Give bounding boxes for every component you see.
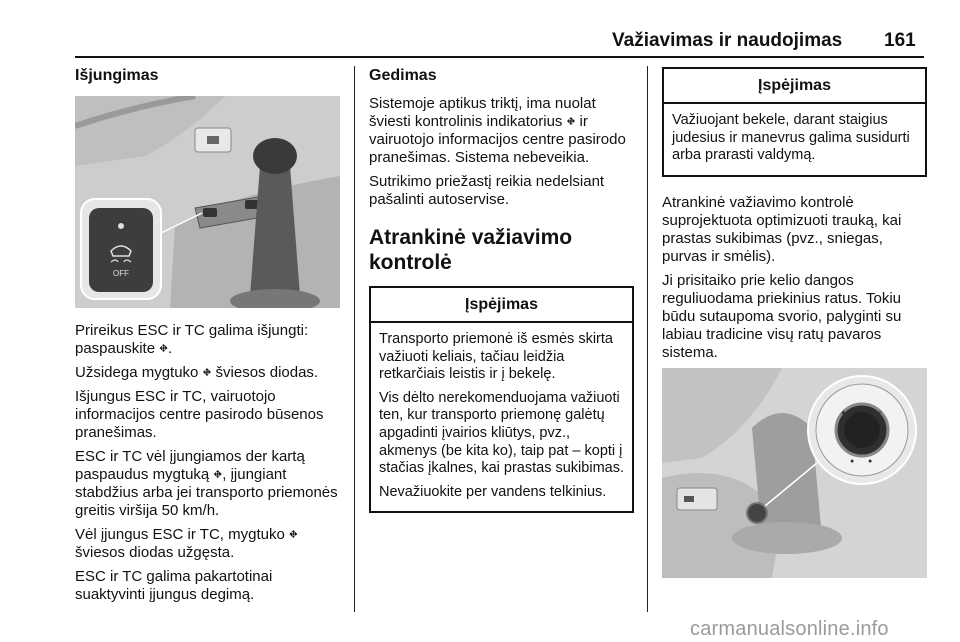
warning-paragraph: Važiuojant bekele, darant staigius judesius ir manevrus galima susidurti arba prarasti valdymą. [672, 112, 910, 164]
header-rule [75, 56, 924, 58]
paragraph: ESC ir TC galima pakartotinai suaktyvinti įjungus degimą. [75, 568, 273, 603]
header-title: Važiavimas ir naudojimas [612, 30, 843, 51]
warning-body [664, 104, 925, 175]
column-divider-left [354, 66, 355, 612]
paragraph: Prireikus ESC ir TC galima išjungti: paspauskite ⛖. [75, 322, 309, 357]
drive-mode-figure [662, 368, 927, 578]
column-divider-right [647, 66, 648, 612]
warning-title: Įspėjimas [664, 69, 925, 104]
warning-paragraph: Transporto priemonė iš esmės skirta važiuoti keliais, tačiau leidžia retkarčiais leistis ir į bekelę. [379, 331, 613, 383]
paragraph: Išjungus ESC ir TC, vairuotojo informacijos centre pasirodo būsenos pranešimas. [75, 388, 324, 441]
drive-mode-selector-illustration [662, 368, 927, 578]
section-heading-fault: Gedimas [369, 67, 437, 84]
middle-column [369, 67, 634, 513]
right-column [662, 67, 927, 578]
section-heading-disable: Išjungimas [75, 67, 159, 84]
svg-text:●: ● [850, 457, 855, 465]
esc-button-illustration [75, 96, 340, 308]
warning-box [369, 286, 634, 513]
paragraph: Atrankinė važiavimo kontrolė suprojektuota optimizuoti trauką, kai prastas sukibimas (pvz., sniegas, purvas ir smėlis). [662, 193, 902, 265]
warning-box [662, 67, 927, 177]
paragraph: Užsidega mygtuko ⛖ šviesos diodas. [75, 364, 319, 381]
paragraph: ESC ir TC vėl įjungiamos der kartą paspaudus mygtuką ⛖, įjungiant stabdžius arba jei transporto priemonės greitis viršija 50 km/h. [75, 448, 338, 519]
paragraph: Ji prisitaiko prie kelio dangos reguliuodama priekinius ratus. Tokiu būdu sutaupoma svorio, palyginti su labiau tradicine visų ratų pavaros sistema. [662, 271, 902, 361]
warning-title: Įspėjimas [371, 288, 632, 323]
paragraph: Vėl įjungus ESC ir TC, mygtuko ⛖ šviesos diodas užgęsta. [75, 526, 298, 561]
section-heading-selective-drive: Atrankinė važiavimo kontrolė [369, 226, 573, 274]
warning-body [371, 323, 632, 511]
left-column [75, 67, 340, 610]
left-text [75, 322, 340, 604]
off-label: OFF [113, 269, 129, 278]
warning-paragraph: Vis dėlto nerekomenduojama važiuoti ten, kur transporto priemonę galėtų apgadinti įvairios kliūtys, pvz., akmenys (be kita ko), taip pat – kopti į stačias įkalnes, kai prastas sukibimas. [379, 389, 624, 477]
indicator-icon: ⛖ [566, 116, 576, 128]
warning-paragraph: Nevažiuokite per vandens telkinius. [379, 483, 607, 500]
svg-text:▲: ▲ [840, 408, 847, 416]
esc-off-icon: ⛖ [288, 529, 298, 541]
esc-off-icon: ⛖ [202, 367, 212, 379]
svg-text:●: ● [868, 457, 873, 465]
paragraph: Sistemoje aptikus triktį, ima nuolat šviesti kontrolinis indikatorius ⛖ ir vairuotojo informacijos centre pasirodo pranešimas. Sistema nebeveikia. [369, 95, 626, 166]
watermark: carmanualsonline.info [690, 618, 889, 640]
esc-off-icon: ⛖ [159, 343, 169, 355]
esc-button-figure [75, 96, 340, 308]
page-number: 161 [884, 30, 916, 51]
esc-off-icon: ⛖ [213, 469, 223, 481]
svg-text:≈: ≈ [878, 408, 882, 416]
paragraph: Sutrikimo priežastį reikia nedelsiant pašalinti autoservise. [369, 173, 605, 208]
right-text [662, 194, 927, 362]
